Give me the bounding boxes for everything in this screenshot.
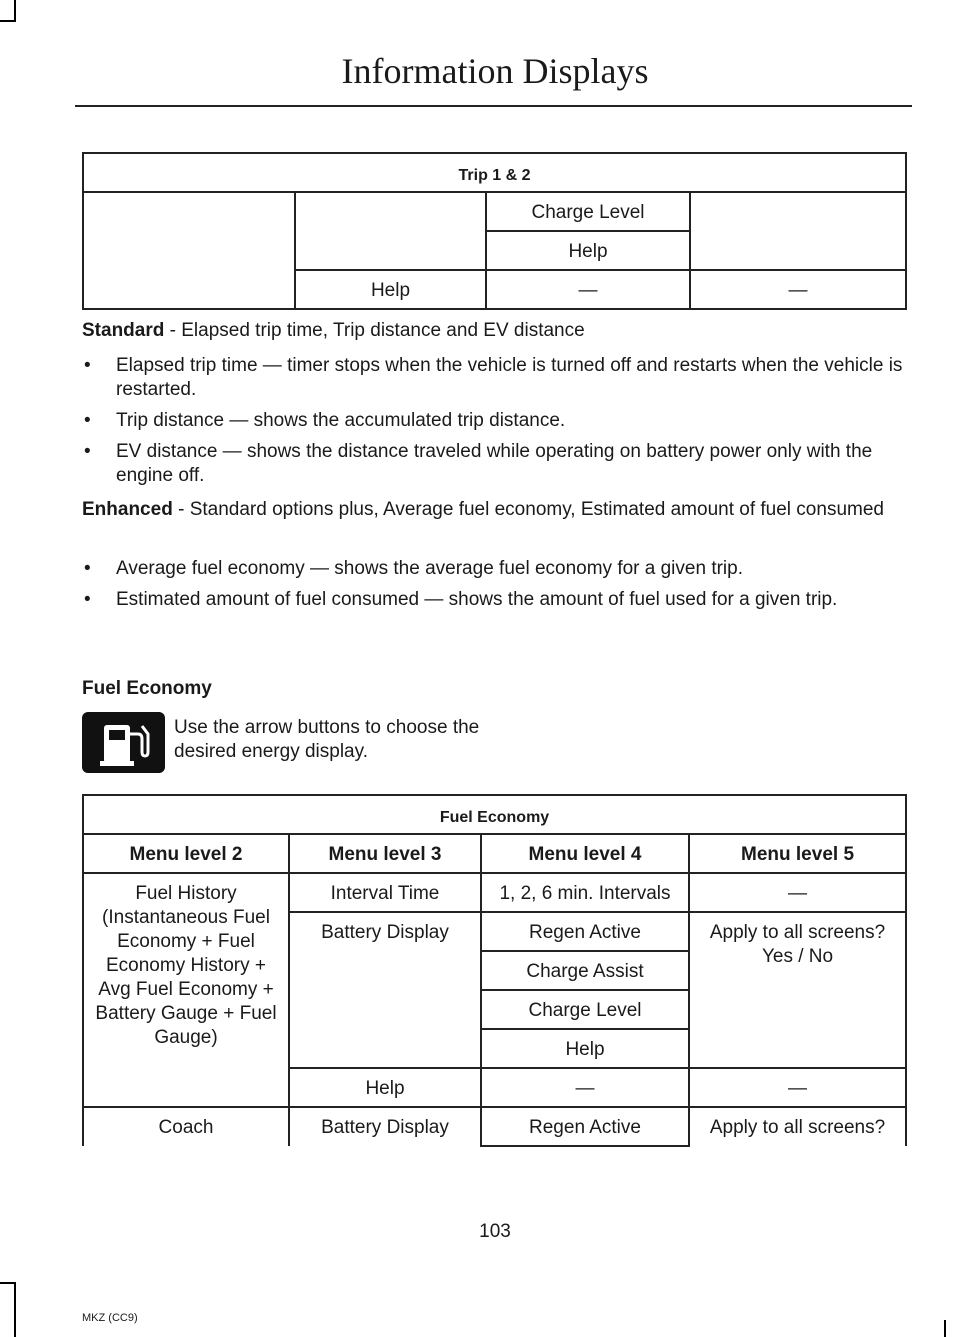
column-header: Menu level 2 [83,834,289,873]
table-cell: Help [486,231,690,270]
table-cell: — [689,1068,906,1107]
bullet-mark: • [84,355,91,376]
bullet-mark: • [84,441,91,462]
crop-mark [0,20,16,22]
table-cell: Help [481,1029,689,1068]
fuel-pump-icon [82,712,165,773]
table-cell: Charge Level [481,990,689,1029]
instruction-text: Use the arrow buttons to choose the desired energy display. [174,717,480,762]
list-item-text: Elapsed trip time — timer stops when the vehicle is turned off and restarts when the vehicle is restarted. [116,355,903,400]
standard-label: Standard [82,320,165,341]
table-cell: Charge Level [486,192,690,231]
apply-text: Apply to all screens? [709,922,886,943]
table-cell: 1, 2, 6 min. Intervals [481,873,689,912]
enhanced-text: - Standard options plus, Average fuel economy, Estimated amount of fuel consumed [172,499,884,520]
bullet-mark: • [84,589,91,610]
bullet-mark: • [84,558,91,579]
trip-table [82,152,907,310]
fuel-table-caption: Fuel Economy [83,795,906,834]
column-header: Menu level 3 [289,834,481,873]
column-header: Menu level 5 [689,834,906,873]
crop-mark [14,1282,16,1337]
table-cell: — [481,1068,689,1107]
table-cell: Help [289,1068,481,1107]
standard-paragraph [82,319,912,343]
page-number: 103 [479,1221,511,1242]
table-cell: Regen Active [481,1107,689,1146]
table-cell: Battery Display [289,1107,481,1146]
table-cell: Apply to all screens? [689,1107,906,1146]
table-cell: Regen Active [481,912,689,951]
table-cell: Battery Display [289,912,481,1068]
standard-text: - Elapsed trip time, Trip distance and EV distance [164,320,585,341]
yes-no-text: Yes / No [761,946,834,967]
list-item-text: Estimated amount of fuel consumed — shows the amount of fuel used for a given trip. [116,589,838,610]
table-cell: Help [295,270,486,309]
table-cell: — [690,270,906,309]
table-cell: Interval Time [289,873,481,912]
table-cell [690,192,906,270]
footer-label: MKZ (CC9) [82,1312,138,1324]
header-rule [75,105,912,107]
list-item-text: EV distance — shows the distance traveled while operating on battery power only with the engine off. [116,441,873,486]
section-heading: Fuel Economy [82,678,212,699]
fuel-economy-table [82,794,907,1147]
crop-mark [0,1282,16,1284]
table-cell: — [486,270,690,309]
fuel-pump-icon [82,712,165,773]
table-cell: Fuel History (Instantaneous Fuel Economy + Fuel Economy History + Avg Fuel Economy + Battery Gauge + Fuel Gauge) [83,873,289,1107]
page-title: Information Displays [341,51,649,91]
list-item-text: Trip distance — shows the accumulated trip distance. [116,410,566,431]
table-cell: Charge Assist [481,951,689,990]
crop-mark [14,0,16,22]
table-cell: Coach [83,1107,289,1146]
trip-table-caption: Trip 1 & 2 [83,153,906,192]
bullet-mark: • [84,410,91,431]
table-cell [83,192,295,309]
table-cell: — [689,873,906,912]
enhanced-paragraph [82,498,912,522]
crop-mark [944,1320,946,1337]
enhanced-label: Enhanced [82,499,173,520]
table-cell [689,912,906,1068]
list-item-text: Average fuel economy — shows the average fuel economy for a given trip. [116,558,743,579]
table-cell [295,192,486,270]
column-header: Menu level 4 [481,834,689,873]
